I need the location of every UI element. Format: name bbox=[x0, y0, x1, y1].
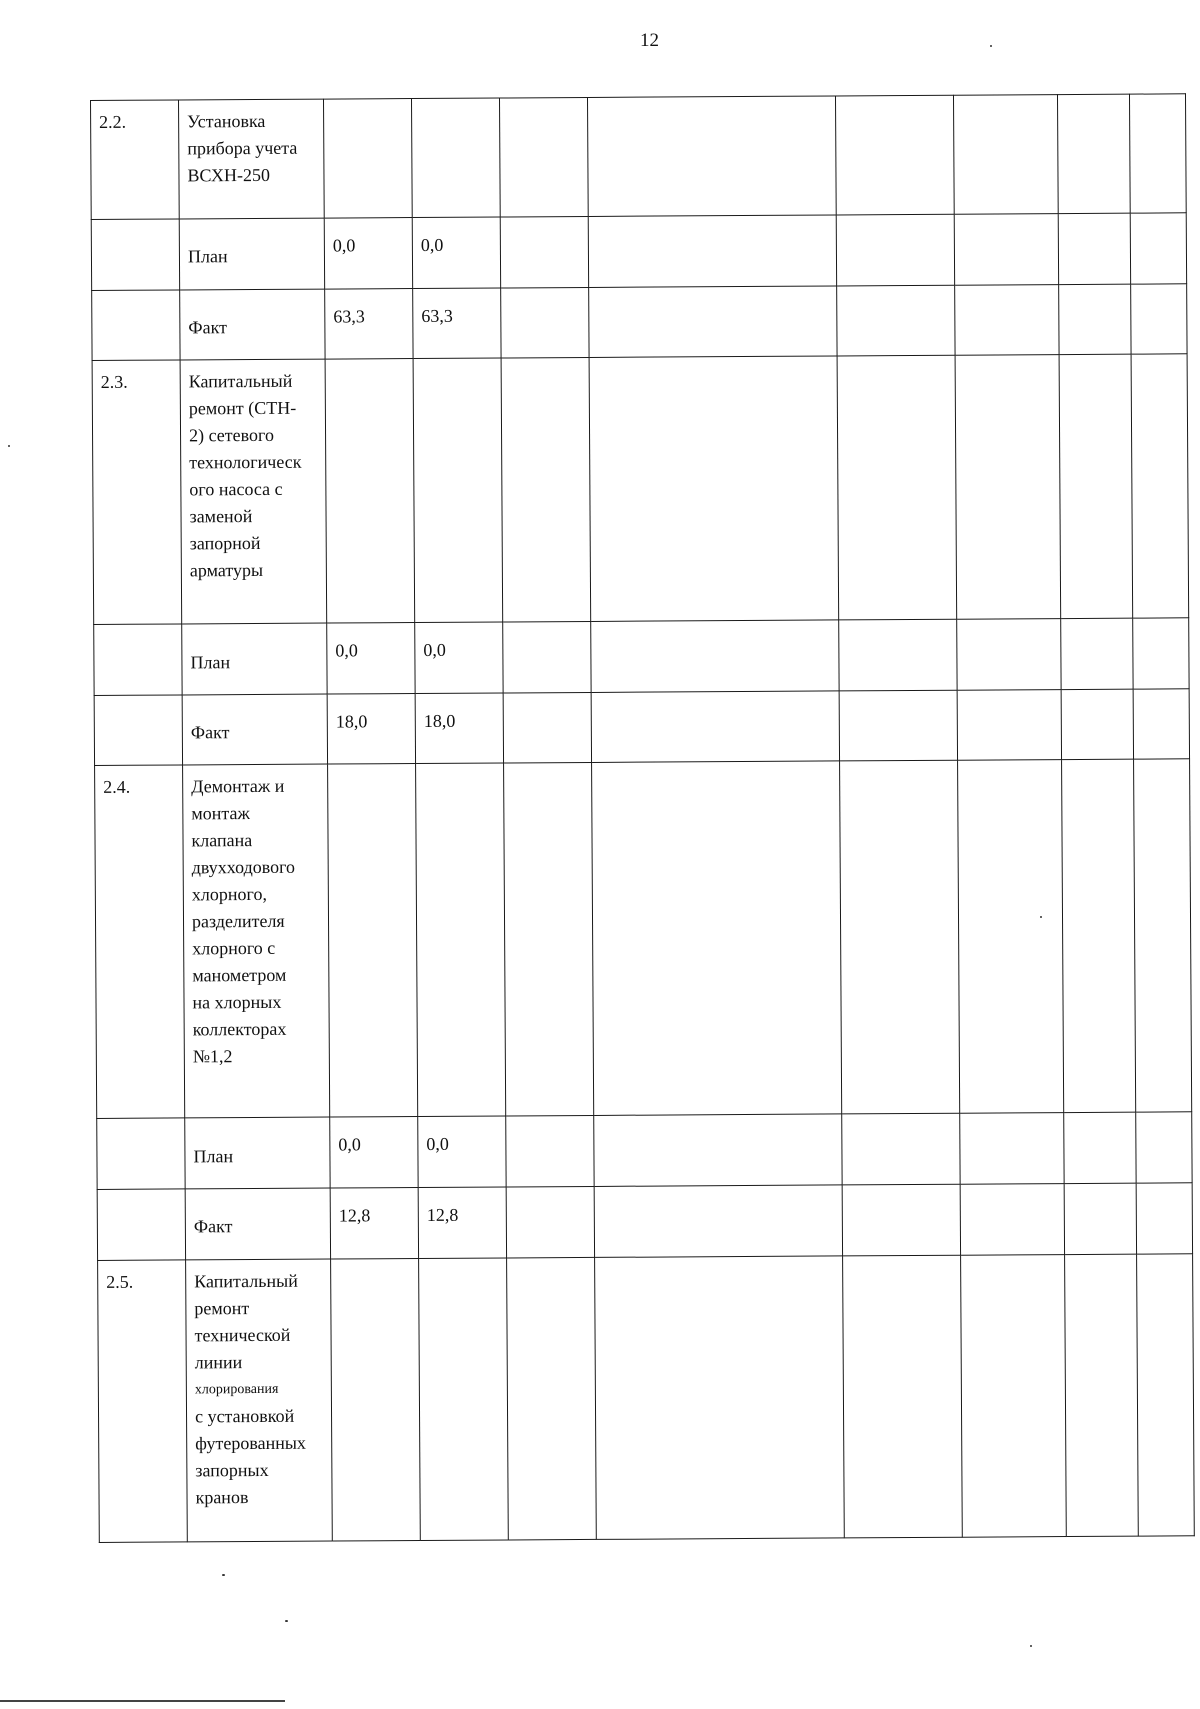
description-line: клапана bbox=[191, 830, 253, 851]
item-number: 2.4. bbox=[95, 765, 185, 1118]
table-cell bbox=[1134, 759, 1192, 1112]
table-cell bbox=[955, 284, 1059, 355]
scan-speck bbox=[8, 445, 10, 447]
table-cell bbox=[1130, 213, 1186, 284]
description-line: 2) сетевого bbox=[188, 425, 274, 446]
table-cell bbox=[97, 1189, 185, 1260]
description-line: футерованных bbox=[195, 1432, 306, 1453]
table-cell bbox=[1136, 1112, 1192, 1183]
table-cell bbox=[416, 763, 506, 1116]
description-line: технологическ bbox=[189, 451, 302, 473]
description-line: Демонтаж и bbox=[191, 776, 285, 797]
table-cell bbox=[1136, 1183, 1192, 1254]
description-line: кранов bbox=[195, 1486, 249, 1507]
item-row bbox=[92, 354, 1189, 625]
table-cell bbox=[839, 620, 957, 691]
table-cell bbox=[954, 214, 1058, 285]
value-cell-2: 0,0 bbox=[418, 1116, 506, 1187]
table-cell bbox=[594, 1114, 842, 1186]
table-cell bbox=[957, 689, 1061, 760]
value-cell-2: 0,0 bbox=[412, 217, 500, 288]
description-line: манометром bbox=[192, 965, 287, 986]
sub-row bbox=[94, 689, 1189, 766]
table-cell bbox=[837, 355, 957, 620]
value-cell-1: 18,0 bbox=[327, 693, 415, 764]
table-cell bbox=[591, 620, 839, 692]
description-line: с установкой bbox=[194, 1405, 295, 1426]
table-cell bbox=[1061, 618, 1133, 689]
table-cell bbox=[1133, 689, 1189, 760]
description-line: хлорного с bbox=[192, 938, 276, 959]
item-row bbox=[98, 1253, 1195, 1542]
table-cell bbox=[592, 761, 842, 1115]
table-cell bbox=[1137, 1253, 1195, 1536]
value-cell-1: 0,0 bbox=[330, 1117, 418, 1188]
description-line: хлорирования bbox=[194, 1381, 279, 1397]
table-cell bbox=[842, 1114, 960, 1185]
description-line: ого насоса с bbox=[189, 478, 283, 500]
table-cell bbox=[587, 96, 836, 216]
row-label: Факт bbox=[185, 1188, 330, 1259]
table-cell bbox=[325, 359, 415, 624]
table-cell bbox=[500, 216, 588, 287]
table-cell bbox=[97, 1118, 185, 1189]
table-cell bbox=[1064, 1183, 1136, 1254]
description-line: хлорного, bbox=[191, 884, 267, 905]
description-line: Установка bbox=[187, 110, 266, 132]
table-cell bbox=[331, 1258, 421, 1541]
table-cell bbox=[960, 1113, 1064, 1184]
table-cell bbox=[419, 1258, 509, 1541]
description-line: арматуры bbox=[189, 560, 264, 581]
table-cell bbox=[955, 355, 1061, 620]
sub-row bbox=[94, 618, 1189, 695]
table-cell bbox=[957, 619, 1061, 690]
value-cell-2: 63,3 bbox=[413, 288, 501, 359]
value-cell-1: 12,8 bbox=[330, 1188, 418, 1259]
table-cell bbox=[960, 1184, 1064, 1255]
description-line: ремонт (СТН- bbox=[188, 397, 297, 419]
table-cell bbox=[1129, 94, 1186, 213]
table-cell bbox=[328, 764, 418, 1117]
table-cell bbox=[1131, 354, 1189, 619]
table-cell bbox=[504, 763, 594, 1116]
description-line: Капитальный bbox=[194, 1270, 298, 1291]
item-description bbox=[179, 99, 325, 219]
table-cell bbox=[1059, 284, 1131, 355]
table-cell bbox=[1064, 1113, 1136, 1184]
table-cell bbox=[842, 1184, 960, 1255]
row-label: Факт bbox=[182, 694, 327, 765]
description-line: Капитальный bbox=[188, 370, 293, 392]
works-table bbox=[90, 93, 1195, 1543]
table-cell bbox=[588, 215, 836, 287]
value-cell-1: 0,0 bbox=[324, 218, 412, 289]
table-cell bbox=[1058, 213, 1130, 284]
table-cell bbox=[839, 690, 957, 761]
description-line: разделителя bbox=[191, 911, 285, 932]
table-cell bbox=[411, 98, 500, 218]
table-cell bbox=[837, 285, 955, 356]
table-cell bbox=[835, 95, 954, 215]
table-cell bbox=[503, 692, 591, 763]
table-cell bbox=[594, 1185, 842, 1257]
table-cell bbox=[589, 286, 837, 358]
value-cell-2: 12,8 bbox=[418, 1187, 506, 1258]
item-number: 2.3. bbox=[92, 360, 182, 625]
item-description bbox=[183, 765, 330, 1119]
table-cell bbox=[501, 358, 591, 623]
scan-speck bbox=[1030, 1645, 1032, 1647]
table-cell bbox=[413, 358, 503, 623]
description-line: ремонт bbox=[194, 1297, 250, 1318]
sub-row bbox=[97, 1112, 1192, 1189]
description-line: запорных bbox=[195, 1459, 269, 1480]
table-cell bbox=[1059, 354, 1133, 619]
table-cell bbox=[503, 622, 591, 693]
table-cell bbox=[595, 1255, 845, 1539]
scan-speck bbox=[1040, 916, 1042, 918]
table-body bbox=[91, 94, 1195, 1543]
table-cell bbox=[506, 1116, 594, 1187]
table-cell bbox=[323, 99, 412, 219]
scan-speck bbox=[990, 45, 992, 47]
table-cell bbox=[836, 214, 954, 285]
table-cell bbox=[507, 1257, 597, 1540]
item-number: 2.2. bbox=[91, 100, 180, 220]
description-line: монтаж bbox=[191, 803, 250, 824]
row-label: План bbox=[179, 218, 324, 289]
item-row bbox=[91, 94, 1187, 220]
description-line: запорной bbox=[189, 533, 261, 554]
table-cell bbox=[501, 287, 589, 358]
table-cell bbox=[92, 290, 180, 361]
description-line: коллекторах bbox=[192, 1019, 287, 1040]
footnote-rule bbox=[0, 1700, 285, 1702]
table-cell bbox=[1057, 94, 1130, 213]
description-line: на хлорных bbox=[192, 992, 282, 1013]
description-line: двухходового bbox=[191, 857, 296, 878]
table-cell bbox=[1131, 283, 1187, 354]
value-cell-2: 18,0 bbox=[415, 693, 503, 764]
table-cell bbox=[91, 219, 179, 290]
item-row bbox=[95, 759, 1192, 1119]
scan-speck bbox=[222, 1574, 225, 1576]
description-line: ВСХН-250 bbox=[187, 164, 271, 186]
description-line: №1,2 bbox=[192, 1046, 233, 1067]
table-cell bbox=[843, 1255, 963, 1538]
description-line: линии bbox=[194, 1351, 243, 1372]
table-cell bbox=[961, 1254, 1067, 1537]
table-cell bbox=[506, 1186, 594, 1257]
table-cell bbox=[1061, 689, 1133, 760]
table-cell bbox=[953, 95, 1058, 215]
page-number: 12 bbox=[640, 30, 659, 51]
value-cell-2: 0,0 bbox=[415, 622, 503, 693]
value-cell-1: 63,3 bbox=[325, 288, 413, 359]
value-cell-1: 0,0 bbox=[327, 623, 415, 694]
row-label: План bbox=[182, 623, 327, 694]
item-number: 2.5. bbox=[98, 1260, 188, 1543]
table-cell bbox=[1065, 1254, 1139, 1537]
table-cell bbox=[94, 624, 182, 695]
row-label: План bbox=[185, 1117, 330, 1188]
item-description bbox=[180, 359, 327, 624]
table-cell bbox=[840, 761, 960, 1115]
table-cell bbox=[591, 691, 839, 763]
table-cell bbox=[499, 97, 588, 217]
description-line: прибора учета bbox=[187, 137, 298, 159]
row-label: Факт bbox=[180, 289, 325, 360]
description-line: заменой bbox=[189, 506, 253, 527]
description-line: технической bbox=[194, 1324, 291, 1345]
table-cell bbox=[94, 695, 182, 766]
table-cell bbox=[589, 356, 839, 622]
table-cell bbox=[1062, 760, 1136, 1113]
sub-row bbox=[92, 283, 1187, 360]
sub-row bbox=[91, 213, 1186, 290]
scan-speck bbox=[285, 1620, 288, 1622]
sub-row bbox=[97, 1183, 1192, 1260]
table-cell bbox=[1133, 618, 1189, 689]
item-description bbox=[186, 1259, 333, 1542]
table-cell bbox=[958, 760, 1064, 1114]
